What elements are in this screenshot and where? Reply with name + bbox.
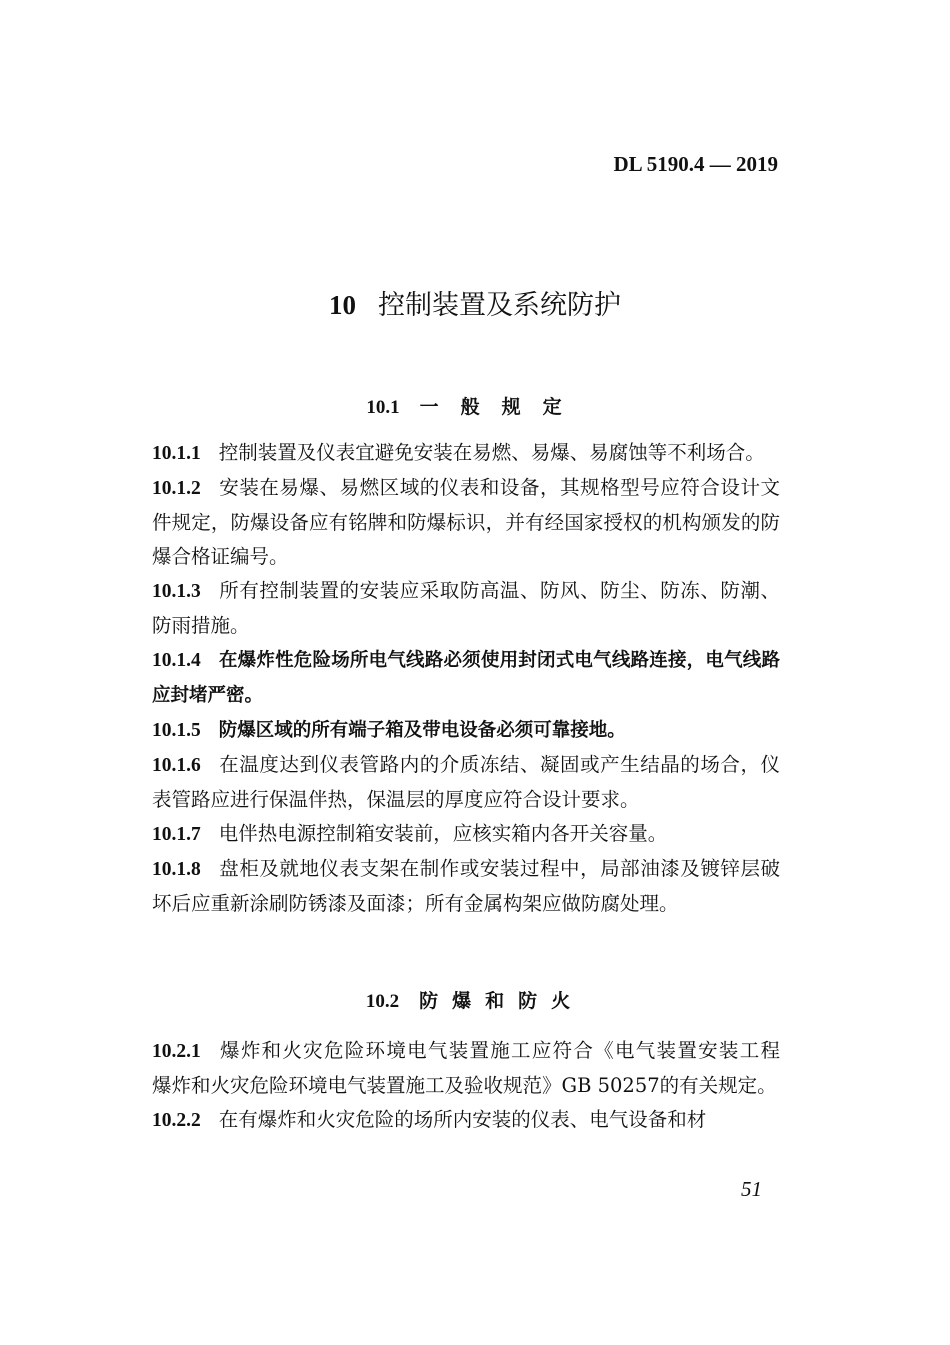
clause-10-1-7 — [152, 817, 780, 852]
section-number: 10.1 — [366, 397, 400, 418]
section-heading — [0, 986, 950, 1013]
clause-number: 10.1.2 — [152, 478, 201, 499]
clause-text-mandatory: 在爆炸性危险场所电气线路必须使用封闭式电气线路连接，电气线路应封堵严密。 — [152, 650, 780, 706]
section-title: 防爆和防火 — [419, 990, 585, 1012]
clause-10-2-2 — [152, 1103, 780, 1138]
clause-10-1-6 — [152, 748, 780, 817]
clause-10-1-8 — [152, 852, 780, 921]
clause-text: 控制装置及仪表宜避免安装在易燃、易爆、易腐蚀等不利场合。 — [218, 441, 765, 464]
clause-number: 10.1.7 — [152, 824, 201, 845]
section-number: 10.2 — [365, 991, 400, 1012]
clause-10-1-1 — [152, 436, 780, 471]
chapter-heading — [0, 283, 950, 322]
document-code: DL 5190.4 — 2019 — [613, 152, 778, 176]
section-10-2-body — [152, 1034, 800, 1138]
page-number: 51 — [741, 1177, 762, 1201]
clause-10-1-3 — [152, 574, 780, 643]
clause-text: 所有控制装置的安装应采取防高温、防风、防尘、防冻、防潮、防雨措施。 — [152, 579, 780, 637]
chapter-title: 控制装置及系统防护 — [378, 290, 621, 321]
clause-text: 盘柜及就地仪表支架在制作或安装过程中，局部油漆及镀锌层破坏后应重新涂刷防锈漆及面漆；所有金属构架应做防腐处理。 — [152, 857, 780, 915]
clause-10-1-4 — [152, 643, 780, 713]
section-heading — [0, 392, 950, 419]
clause-number: 10.1.6 — [152, 755, 201, 776]
clause-text: 电伴热电源控制箱安装前，应核实箱内各开关容量。 — [218, 822, 668, 845]
clause-number: 10.1.1 — [152, 443, 201, 464]
clause-10-2-1 — [152, 1034, 800, 1103]
clause-number: 10.1.5 — [152, 720, 201, 741]
chapter-number: 10 — [329, 290, 356, 320]
section-10-1-body — [152, 436, 780, 921]
clause-text-mandatory: 防爆区域的所有端子箱及带电设备必须可靠接地。 — [218, 720, 626, 741]
clause-text: 在温度达到仪表管路内的介质冻结、凝固或产生结晶的场合，仪表管路应进行保温伴热，保温层的厚度应符合设计要求。 — [152, 753, 780, 811]
section-title: 一般规定 — [419, 396, 584, 418]
clause-text: 在有爆炸和火灾危险的场所内安装的仪表、电气设备和材 — [218, 1108, 707, 1131]
clause-10-1-2 — [152, 471, 780, 574]
clause-number: 10.2.1 — [152, 1041, 201, 1062]
clause-text: 安装在易爆、易燃区域的仪表和设备，其规格型号应符合设计文件规定，防爆设备应有铭牌和防爆标识，并有经国家授权的机构颁发的防爆合格证编号。 — [152, 476, 780, 568]
clause-number: 10.1.4 — [152, 650, 201, 671]
clause-number: 10.1.8 — [152, 859, 201, 880]
clause-text: 爆炸和火灾危险环境电气装置施工应符合《电气装置安装工程 爆炸和火灾危险环境电气装置施工及验收规范》GB 50257的有关规定。 — [152, 1039, 800, 1097]
clause-number: 10.1.3 — [152, 581, 201, 602]
clause-10-1-5 — [152, 713, 780, 748]
clause-number: 10.2.2 — [152, 1110, 201, 1131]
